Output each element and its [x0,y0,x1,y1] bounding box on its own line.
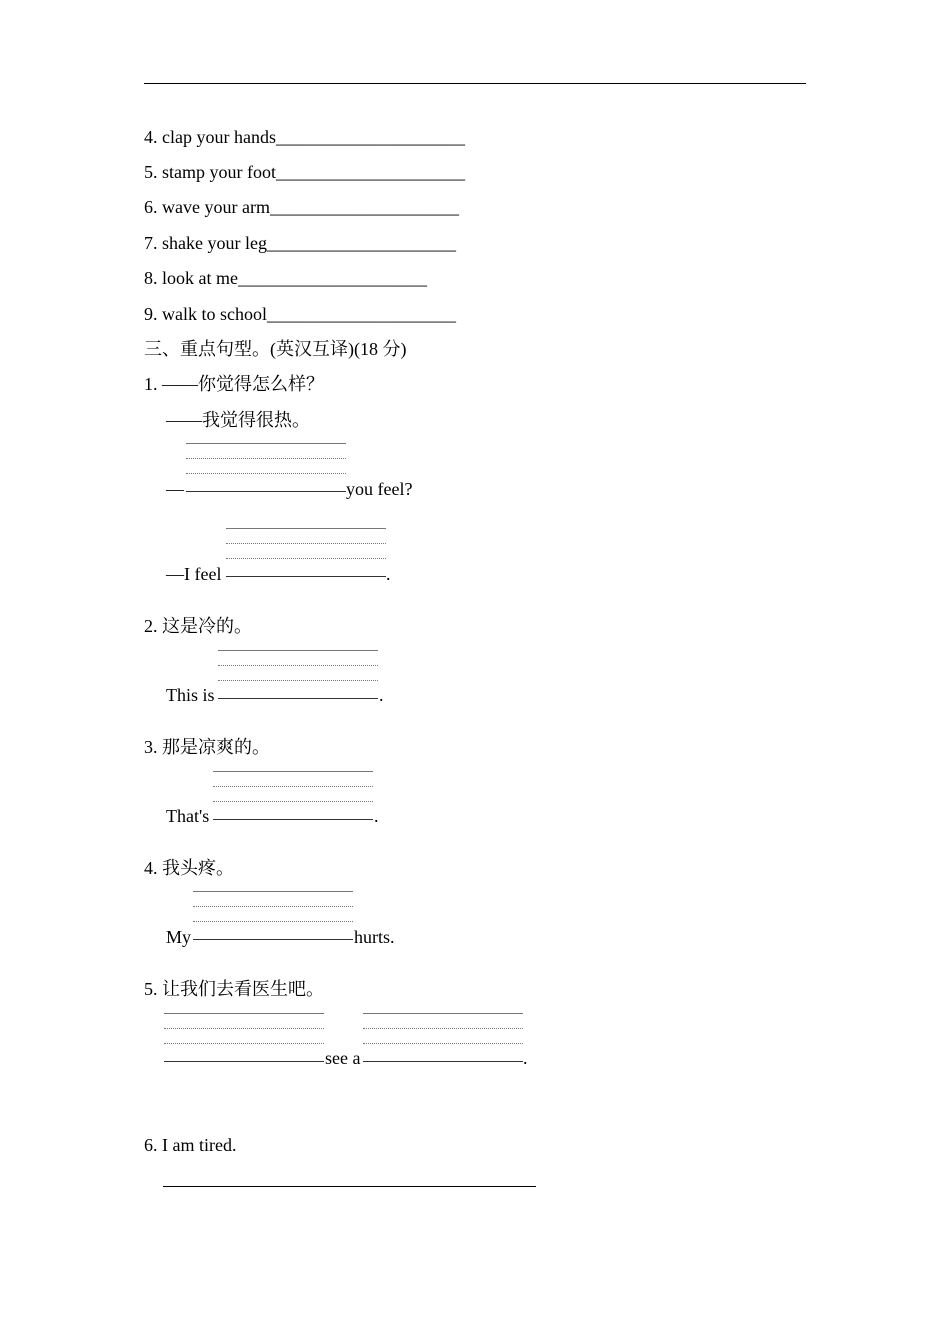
writing-grid[interactable] [218,650,378,700]
q3-en-prefix: That's [166,806,210,826]
answer-blank[interactable]: _____________________ [275,127,465,147]
item-5: 5. stamp your foot_____________________ [144,162,465,182]
writing-grid[interactable] [186,443,346,493]
q2-en-suffix: . [379,685,384,705]
item-9: 9. walk to school_____________________ [144,304,456,324]
answer-blank[interactable]: _____________________ [267,304,456,324]
item-6: 6. wave your arm_____________________ [144,197,459,217]
answer-blank[interactable]: _____________________ [266,233,456,253]
q6-answer-line[interactable] [163,1186,536,1187]
q3-en-suffix: . [374,806,379,826]
q2-zh: 2. 这是冷的。 [144,616,252,636]
q5-en-middle: see a [325,1048,361,1068]
q1-en-b-suffix: . [386,564,391,584]
q3-zh: 3. 那是凉爽的。 [144,737,270,757]
answer-blank[interactable]: _____________________ [237,268,427,288]
q5-en-suffix: . [523,1048,528,1068]
writing-grid[interactable] [164,1013,324,1063]
q1-en-a-suffix: you feel? [346,479,413,499]
top-rule [144,83,806,84]
writing-grid[interactable] [193,891,353,941]
q1-zh-a: 1. ——你觉得怎么样？ [144,374,324,394]
q4-zh: 4. 我头疼。 [144,858,234,878]
writing-grid[interactable] [226,528,386,578]
writing-grid[interactable] [213,771,373,821]
q1-en-b-prefix: —I feel [166,564,222,584]
item-7: 7. shake your leg_____________________ [144,233,456,253]
q5-zh: 5. 让我们去看医生吧。 [144,979,324,999]
answer-blank[interactable]: _____________________ [269,197,459,217]
q1-zh-b: ——我觉得很热。 [166,410,310,430]
answer-blank[interactable]: _____________________ [276,162,465,182]
item-8: 8. look at me_____________________ [144,268,427,288]
q4-en-suffix: hurts. [354,927,395,947]
item-4: 4. clap your hands_____________________ [144,127,465,147]
section-heading: 三、重点句型。(英汉互译)(18 分) [144,339,407,359]
q4-en-prefix: My [166,927,192,947]
writing-grid[interactable] [363,1013,523,1063]
q1-en-a-prefix: — [166,479,184,499]
q2-en-prefix: This is [166,685,215,705]
q6-en: 6. I am tired. [144,1135,237,1155]
